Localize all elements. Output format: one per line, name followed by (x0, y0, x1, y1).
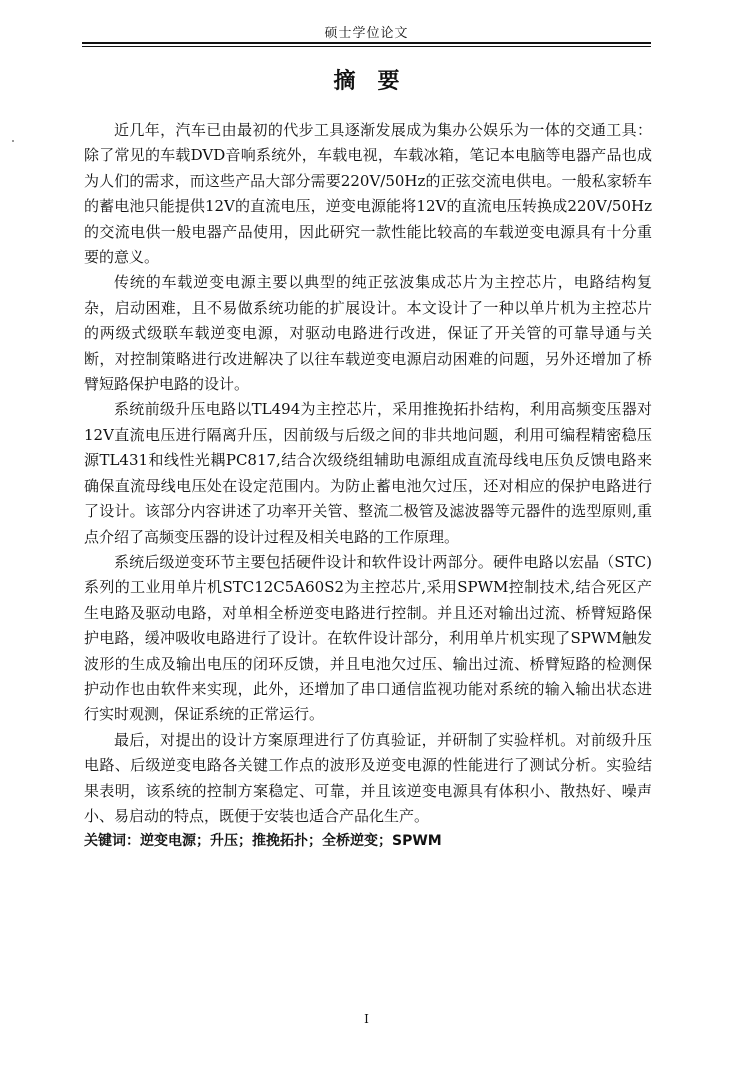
scan-mark (12, 140, 14, 142)
page-number: I (364, 1012, 369, 1026)
abstract-paragraph-1: 近几年，汽车已由最初的代步工具逐渐发展成为集办公娱乐为一体的交通工具：除了常见的车载DVD音响系统外，车载电视，车载冰箱，笔记本电脑等电器产品也成为人们的需求，而这些产品大部分需要220V/50Hz的正弦交流电供电。一般私家轿车的蓄电池只能提供12V的直流电压，逆变电源能将12V的直流电压转换成220V/50Hz的交流电供一般电器产品使用，因此研究一款性能比较高的车载逆变电源具有十分重要的意义。 (84, 121, 652, 267)
abstract-title: 摘要 (333, 68, 422, 94)
abstract-paragraph-2: 传统的车载逆变电源主要以典型的纯正弦波集成芯片为主控芯片，电路结构复杂，启动困难，且不易做系统功能的扩展设计。本文设计了一种以单片机为主控芯片的两级式级联车载逆变电源，对驱动电路进行改进，保证了开关管的可靠导通与关断，对控制策略进行改进解决了以往车载逆变电源启动困难的问题，另外还增加了桥臂短路保护电路的设计。 (84, 273, 652, 394)
abstract-paragraph-4: 系统后级逆变环节主要包括硬件设计和软件设计两部分。硬件电路以宏晶（STC)系列的工业用单片机STC12C5A60S2为主控芯片,采用SPWM控制技术,结合死区产生电路及驱动电路，对单相全桥逆变电路进行控制。并且还对输出过流、桥臂短路保护电路，缓冲吸收电路进行了设计。在软件设计部分，利用单片机实现了SPWM触发波形的生成及输出电压的闭环反馈，并且电池欠过压、输出过流、桥臂短路的检测保护动作也由软件来实现，此外，还增加了串口通信监视功能对系统的输入输出状态进行实时观测，保证系统的正常运行。 (84, 552, 652, 724)
abstract-paragraph-3: 系统前级升压电路以TL494为主控芯片，采用推挽拓扑结构，利用高频变压器对12V直流电压进行隔离升压，因前级与后级之间的非共地问题，利用可编程精密稳压源TL431和线性光耦PC817,结合次级绕组辅助电源组成直流母线电压负反馈电路来确保直流母线电压处在设定范围内。为防止蓄电池欠过压，还对相应的保护电路进行了设计。该部分内容讲述了功率开关管、整流二极管及滤波器等元器件的选型原则,重点介绍了高频变压器的设计过程及相关电路的工作原理。 (84, 400, 652, 546)
header-rule-thin (82, 46, 651, 47)
abstract-paragraph-5: 最后，对提出的设计方案原理进行了仿真验证，并研制了实验样机。对前级升压电路、后级逆变电路各关键工作点的波形及逆变电源的性能进行了测试分析。实验结果表明，该系统的控制方案稳定、可靠，并且该逆变电源具有体积小、散热好、噪声小、易启动的特点，既便于安装也适合产品化生产。 (84, 730, 652, 825)
header-rule (82, 42, 651, 44)
running-header: 硕士学位论文 (324, 26, 409, 41)
keywords-line: 关键词：逆变电源；升压；推挽拓扑；全桥逆变；SPWM (84, 833, 442, 850)
abstract-body (84, 118, 652, 855)
